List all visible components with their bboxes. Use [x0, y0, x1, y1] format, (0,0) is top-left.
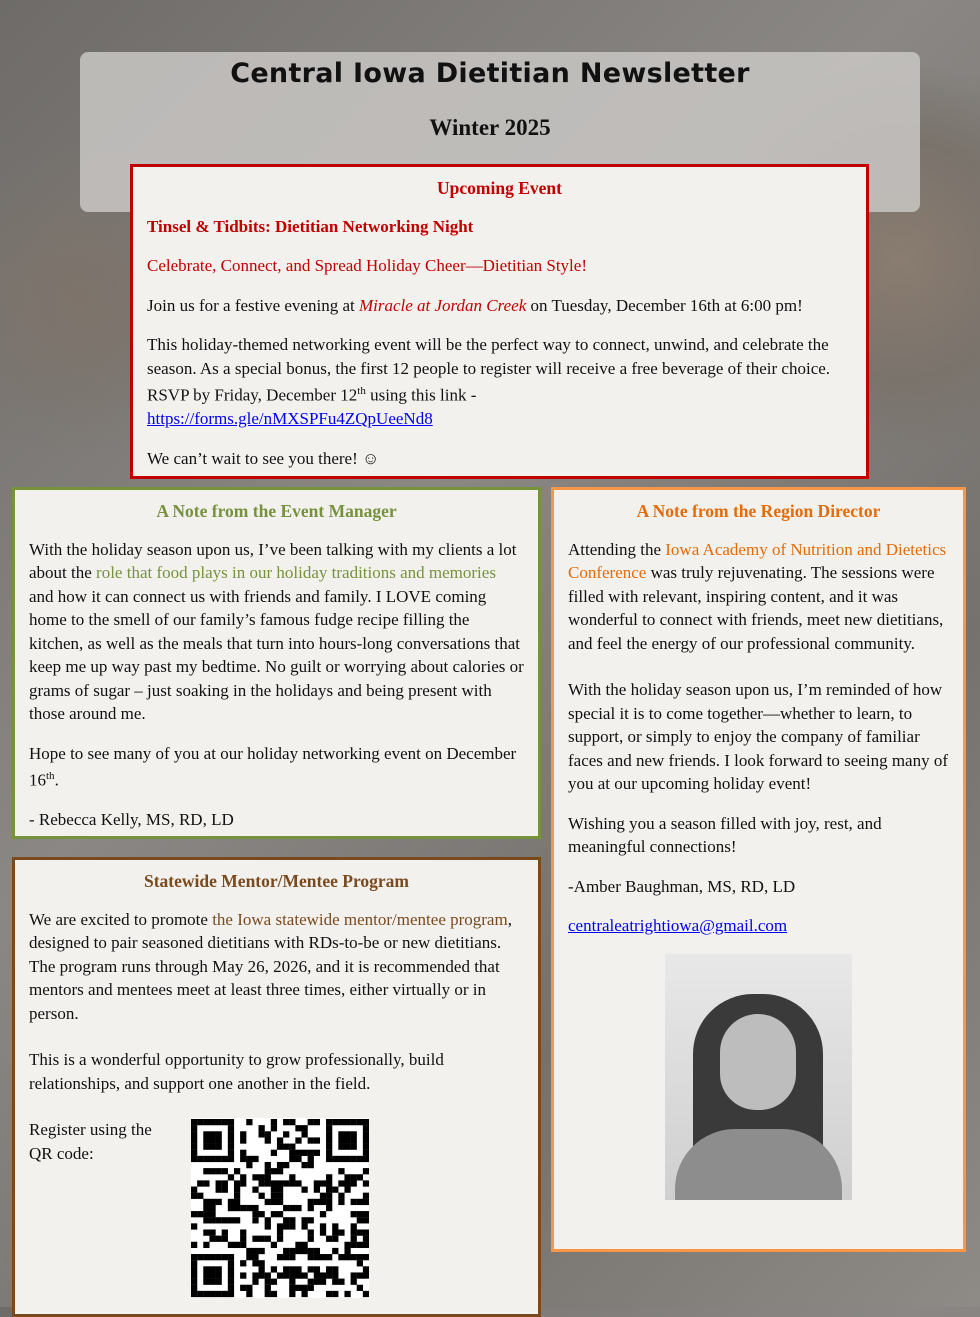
- event-details: Join us for a festive evening at Miracle at Jordan Creek on Tuesday, December 16th at 6:00 pm!: [147, 295, 803, 315]
- director-heading: A Note from the Region Director: [636, 501, 881, 521]
- rsvp-link[interactable]: https://forms.gle/nMXSPFu4ZQpUeeNd8: [147, 409, 433, 429]
- event-name: Tinsel & Tidbits: Dietitian Networking Night: [147, 216, 474, 236]
- manager-signature: - Rebecca Kelly, MS, RD, LD: [29, 810, 234, 830]
- mentor-program-box: [12, 857, 541, 1317]
- newsletter-subtitle: Winter 2025: [429, 115, 551, 140]
- director-paragraph-3: Wishing you a season filled with joy, rest, and meaningful connections!: [568, 813, 882, 856]
- event-closing: We can’t wait to see you there! ☺: [147, 448, 380, 468]
- director-signature: -Amber Baughman, MS, RD, LD: [568, 876, 796, 896]
- event-heading: Upcoming Event: [437, 178, 562, 198]
- region-director-note: [551, 487, 966, 1252]
- manager-heading: A Note from the Event Manager: [156, 501, 397, 521]
- manager-paragraph: With the holiday season upon us, I’ve been talking with my clients a lot about the role that food plays in our holiday traditions and memories and how it can connect us with friends and family. I LOVE coming home to the smell of our family’s famous fudge recipe filling the kitchen, as well as the meals that turn into hours-long conversations that keep me up way past my bedtime. No guilt or worrying about calories or grams of sugar – just soaking in the holidays and being present with those around me.: [29, 539, 524, 723]
- mentor-paragraph: We are excited to promote the Iowa statewide mentor/mentee program, designed to pair seasoned dietitians with RDs-to-be or new dietitians. The program runs through May 26, 2026, and it is recommended that mentors and mentees meet at least three times, either virtually or in person.: [29, 909, 512, 1023]
- email-link[interactable]: centraleatrightiowa@gmail.com: [568, 916, 788, 935]
- mentor-program-link[interactable]: the Iowa statewide mentor/mentee program: [212, 909, 508, 929]
- event-body: This holiday-themed networking event will be the perfect way to connect, unwind, and celebrate the season. As a special bonus, the first 12 people to register will receive a free beverage of their choice. RSVP by Friday, December 12th using this link - https://forms.gle/nMXSPFu4ZQpUeeNd8: [147, 335, 831, 429]
- registration-qr-code[interactable]: [191, 1118, 369, 1298]
- event-tagline: Celebrate, Connect, and Spread Holiday Cheer—Dietitian Style!: [147, 256, 587, 275]
- manager-paragraph-2: Hope to see many of you at our holiday networking event on December 16th.: [29, 743, 517, 790]
- upcoming-event-box: [130, 164, 869, 479]
- manager-link[interactable]: role that food plays in our holiday traditions and memories: [96, 563, 496, 582]
- newsletter-title: Central Iowa Dietitian Newsletter: [230, 58, 750, 89]
- register-label: Register using the QR code:: [29, 1120, 152, 1163]
- mentor-paragraph-2: This is a wonderful opportunity to grow professionally, build relationships, and support one another in the field.: [29, 1050, 444, 1093]
- director-paragraph: Attending the Iowa Academy of Nutrition and Dietetics Conference was truly rejuvenating. The sessions were filled with relevant, inspiring content, and it was wonderful to connect with friends, meet new dietitians, and feel the energy of our professional community.: [568, 539, 947, 653]
- director-photo: [665, 954, 852, 1200]
- event-venue: Miracle at Jordan Creek: [358, 295, 527, 315]
- director-paragraph-2: With the holiday season upon us, I’m reminded of how special it is to come together—whether to learn, to support, or simply to enjoy the company of familiar faces and new friends. I look forward to seeing many of you at our upcoming holiday event!: [568, 680, 949, 793]
- event-manager-note: [12, 487, 541, 839]
- mentor-heading: Statewide Mentor/Mentee Program: [144, 871, 409, 891]
- conference-link[interactable]: Iowa Academy of Nutrition and Dietetics Conference: [568, 539, 947, 582]
